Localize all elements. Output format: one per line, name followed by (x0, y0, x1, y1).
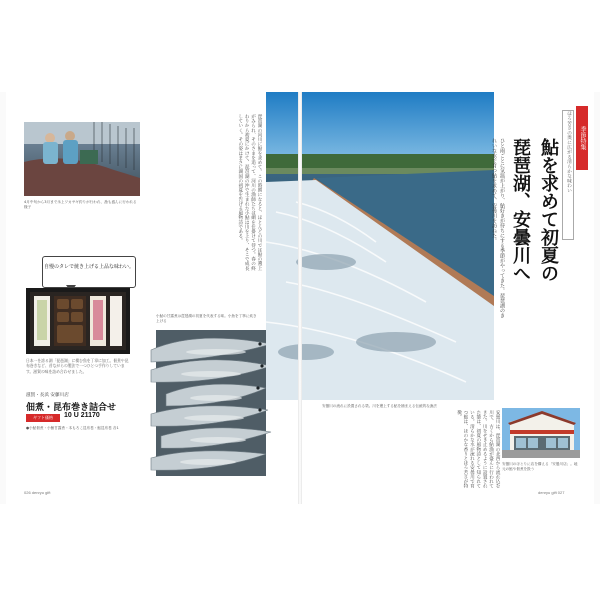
product-name: 佃煮・昆布巻き詰合せ (26, 403, 117, 413)
product-callout-text: 自慢のタレで焼き上げる上品な味わい。 (43, 264, 134, 270)
fishermen-photo-caption: 4月中旬から3月まで氷上ワカサギ釣りが行われ、漁も盛んに行われる様子 (24, 200, 137, 209)
shop-photo-caption: 安曇川のほとりに店を構える「安曇川店」。地元の鮎や佃煮を扱う (502, 462, 578, 471)
right-page (300, 92, 594, 504)
left-main-text: 琵琶湖の河川に鮎を求めて。この時期になると、ほとんどの川では鮎の遡上がみられ、そのさまを追って、河川の漁師たちは網を仕掛けて待つ。春の終わりから初夏にかけて、琵琶湖の沖で生まれた小鮎は川を上り、そこで成長していく。その姿はまさに湖国の初夏を告げる風物詩である。 (237, 114, 262, 271)
feature-subtitle: ほろ苦さの奥に広がる清らかな味わい (562, 110, 574, 240)
product-contents-note: ●小鮎佃煮・小鮒甘露煮・本もろこ昆布巻・鮎昆布巻 各1 (26, 426, 119, 430)
product-code: 10 U 21170 (64, 412, 100, 419)
fishermen-photo (24, 122, 140, 196)
left-page (6, 92, 300, 504)
ayu-fish-photo (156, 330, 266, 476)
left-folio: 026 denryu gift (24, 490, 51, 495)
feature-tag: 季節特集 (576, 106, 588, 170)
shop-storefront-photo (502, 408, 580, 458)
headline-line-1: 鮎を求めて初夏の (538, 138, 559, 282)
headline-line-2: 琵琶湖、安曇川へ (510, 138, 531, 282)
weir-photo-caption: 安曇川の流れに設置される簗。川を遡上する鮎を捕まえる伝統的な漁法 (322, 404, 437, 408)
product-callout (42, 256, 136, 288)
page-gutter (298, 92, 302, 504)
right-folio: denryu gift 027 (538, 490, 565, 495)
price-badge: ギフト価格 (26, 414, 60, 422)
lead-text: ひと雨ごとに気温が上がり、鮎好きが待ちにする季節がやってきた。琵琶湖のきれいな水で育つ鮎を求めて、安曇川を訪ねた。 (491, 138, 505, 318)
fish-photo-caption: 小鮎の甘露煮は琵琶湖の初夏を代表する味。小魚を丁寧に炊き上げる (156, 314, 257, 323)
product-description: 日本一を誇る湖「琵琶湖」に棲む魚を丁寧に加工。佃煮や昆布巻きなど、昔ながらの製法で一つひとつ手作りしています。滋賀の味を詰め合わせました。 (26, 358, 129, 374)
product-gift-box-photo (26, 288, 130, 354)
right-main-text: 安曇川は、琵琶湖の北西から流れ込む川で、古くから鮎漁が盛んに行われてきた。川をせき止めるように設置された簗は、初夏の風物詩として知られている。清らかな水が流れる安曇川で育つ鮎は、ほのかな香りとほろ苦さが特徴。 (456, 410, 500, 489)
shop-label: 滋賀・長浜 安藤川店 (26, 393, 69, 398)
